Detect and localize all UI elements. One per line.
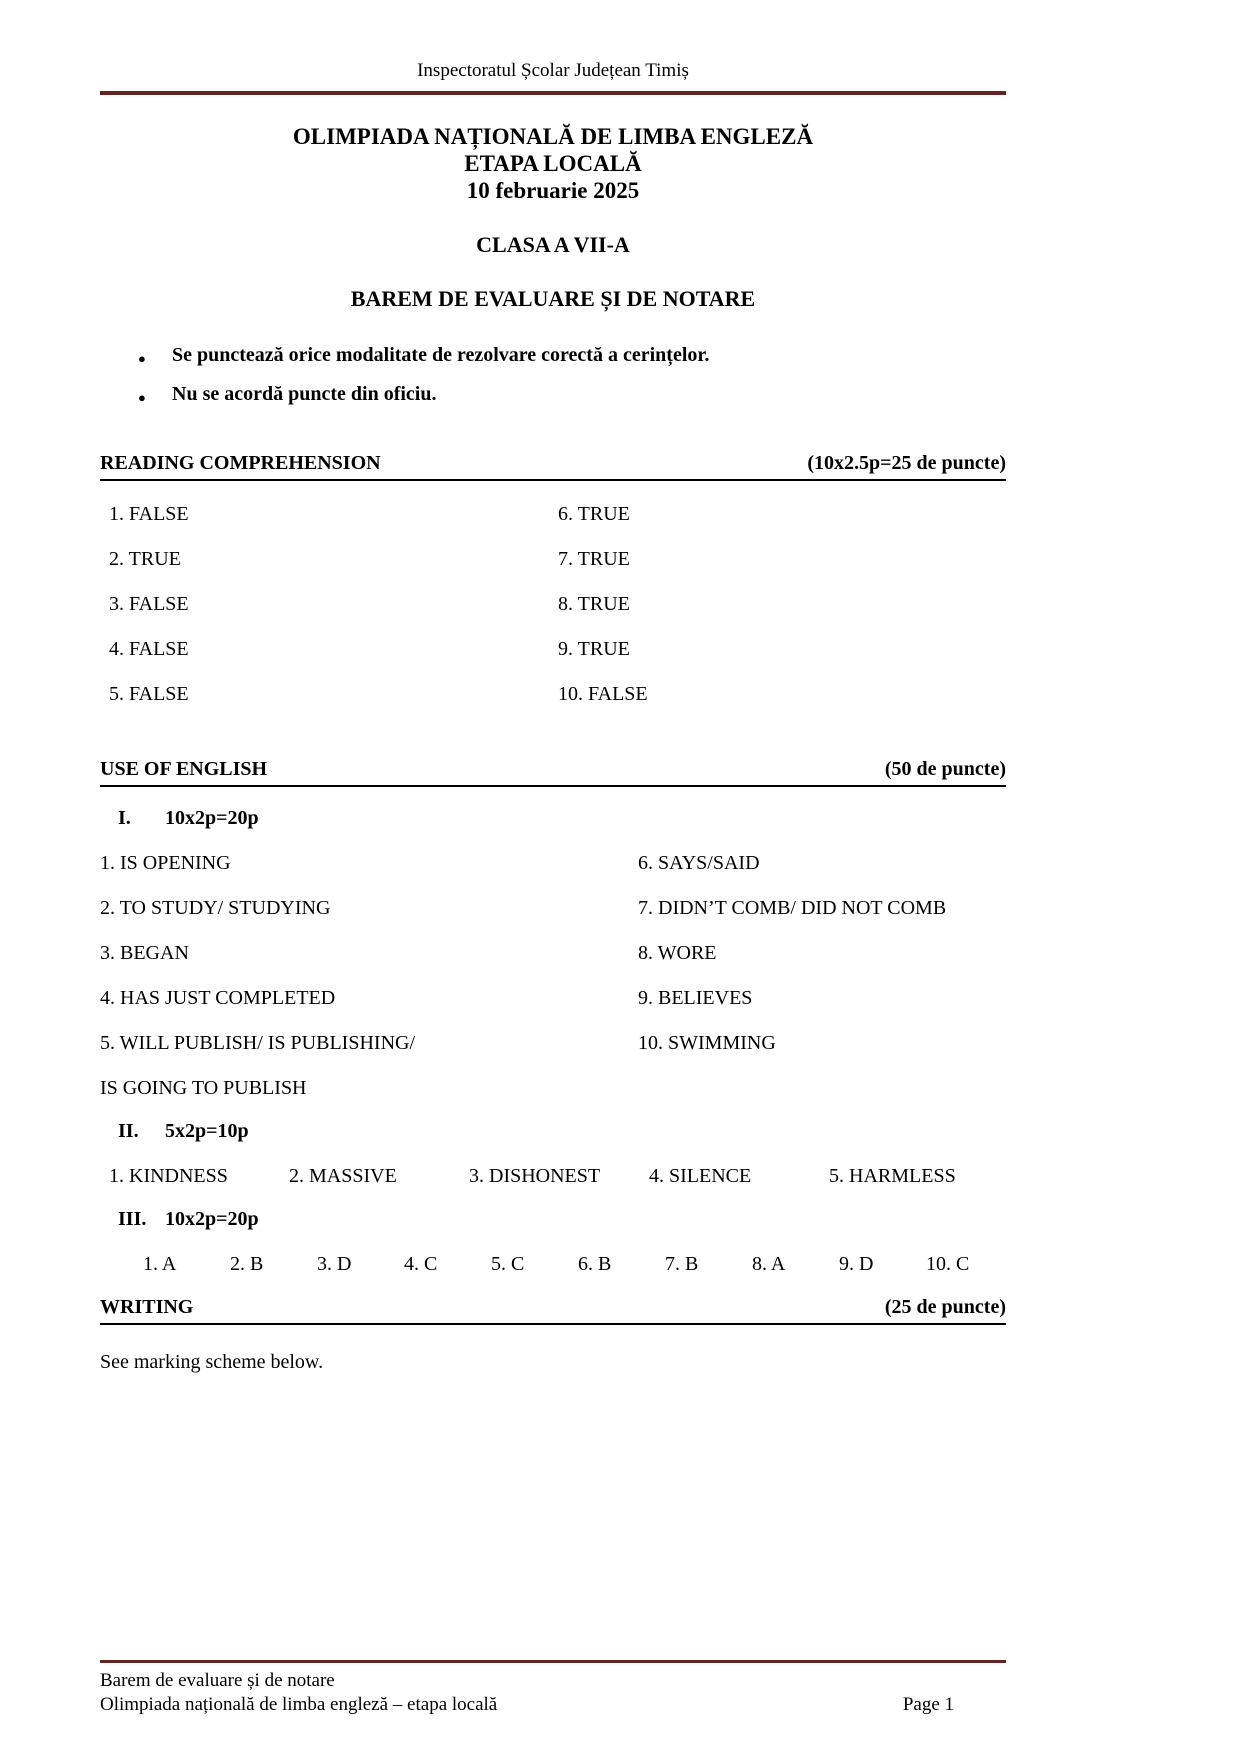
use-of-english-section-title: USE OF ENGLISH xyxy=(100,758,268,780)
reading-answer-cell: 6. TRUE xyxy=(558,503,630,525)
part2-answer-cell: 3. DISHONEST xyxy=(469,1165,601,1187)
page-header xyxy=(100,60,1006,82)
reading-answer-row xyxy=(100,503,1006,526)
part3-answers xyxy=(143,1253,1006,1276)
page-number: Page 1 xyxy=(902,1694,954,1715)
part2-answers xyxy=(109,1165,1006,1188)
part3-answer-cell: 9. D xyxy=(839,1253,874,1275)
part1-label: I. xyxy=(118,807,131,829)
footer-line-2 xyxy=(100,1693,1006,1717)
part3-answer-cell: 4. C xyxy=(404,1253,438,1275)
part1-answer-row xyxy=(100,987,1006,1010)
instructions-list xyxy=(100,344,1006,406)
footer-rule xyxy=(100,1660,1006,1663)
header-text: Inspectoratul Școlar Județean Timiș xyxy=(417,60,689,81)
reading-answer-cell: 7. TRUE xyxy=(558,548,630,570)
instruction-item: ● Se punctează orice modalitate de rezolvare corectă a cerințelor. xyxy=(100,344,1006,367)
part1-answer-row xyxy=(100,897,1006,920)
part1-answer-cell: 5. WILL PUBLISH/ IS PUBLISHING/ xyxy=(100,1032,416,1054)
reading-answer-row xyxy=(100,683,1006,706)
reading-section-points: (10x2.5p=25 de puncte) xyxy=(807,452,1006,474)
reading-answer-row xyxy=(100,548,1006,571)
part3-answer-cell: 10. C xyxy=(926,1253,970,1275)
part3-answer-cell: 1. A xyxy=(143,1253,177,1275)
reading-answer-row xyxy=(100,638,1006,661)
part1-answer-cell: 10. SWIMMING xyxy=(638,1032,776,1054)
part2-heading xyxy=(100,1120,1006,1143)
header-rule xyxy=(100,91,1006,95)
part1-answers xyxy=(100,852,1006,1100)
part3-answer-cell: 8. A xyxy=(752,1253,786,1275)
barem-title: BAREM DE EVALUARE ȘI DE NOTARE xyxy=(350,286,756,311)
footer-doc-name: Olimpiada națională de limba engleză – etapa locală xyxy=(100,1694,498,1715)
part1-answer-cell: 7. DIDN’T COMB/ DID NOT COMB xyxy=(638,897,947,919)
part3-answer-cell: 7. B xyxy=(665,1253,699,1275)
part3-answer-cell: 5. C xyxy=(491,1253,525,1275)
part1-answer-cell: 3. BEGAN xyxy=(100,942,189,964)
footer-line-1: Barem de evaluare și de notare xyxy=(100,1670,335,1691)
page-footer xyxy=(100,1660,1006,1717)
part2-answer-cell: 2. MASSIVE xyxy=(289,1165,397,1187)
part2-answer-cell: 4. SILENCE xyxy=(649,1165,752,1187)
reading-answer-cell: 10. FALSE xyxy=(558,683,648,705)
part1-answer-cell: 6. SAYS/SAID xyxy=(638,852,760,874)
part3-answer-cell: 2. B xyxy=(230,1253,264,1275)
part3-points: 10x2p=20p xyxy=(165,1208,259,1230)
part1-heading xyxy=(100,807,1006,830)
writing-section-points: (25 de puncte) xyxy=(884,1296,1006,1318)
part1-answer-row xyxy=(100,942,1006,965)
doc-title-line-2: ETAPA LOCALĂ xyxy=(464,151,642,176)
part2-answer-cell: 5. HARMLESS xyxy=(829,1165,956,1187)
part1-answer-continuation: IS GOING TO PUBLISH xyxy=(100,1077,307,1099)
reading-answer-row xyxy=(100,593,1006,616)
use-of-english-section-points: (50 de puncte) xyxy=(884,758,1006,780)
use-of-english-section-heading xyxy=(100,758,1006,787)
writing-section-title: WRITING xyxy=(100,1296,194,1318)
part1-answer-row xyxy=(100,852,1006,875)
part2-points: 5x2p=10p xyxy=(165,1120,249,1142)
part1-points: 10x2p=20p xyxy=(165,807,259,829)
part1-answer-row xyxy=(100,1032,1006,1055)
reading-answer-cell: 5. FALSE xyxy=(109,683,189,705)
part3-heading xyxy=(100,1208,1006,1231)
class-title: CLASA A VII-A xyxy=(476,232,630,257)
doc-title-line-3: 10 februarie 2025 xyxy=(466,178,640,203)
part3-label: III. xyxy=(118,1208,147,1230)
writing-section-heading xyxy=(100,1296,1006,1325)
title-block xyxy=(100,123,1006,312)
part2-answer-cell: 1. KINDNESS xyxy=(109,1165,228,1187)
reading-answer-cell: 4. FALSE xyxy=(109,638,189,660)
part1-answer-cell: 1. IS OPENING xyxy=(100,852,231,874)
part1-answer-cell: 2. TO STUDY/ STUDYING xyxy=(100,897,331,919)
reading-section-heading xyxy=(100,452,1006,481)
reading-answers xyxy=(100,503,1006,706)
reading-section-title: READING COMPREHENSION xyxy=(100,452,381,474)
reading-answer-cell: 1. FALSE xyxy=(109,503,189,525)
part1-answer-cell: 9. BELIEVES xyxy=(638,987,753,1009)
reading-answer-cell: 3. FALSE xyxy=(109,593,189,615)
part1-answer-cell: 4. HAS JUST COMPLETED xyxy=(100,987,336,1009)
part1-answer-cell: 8. WORE xyxy=(638,942,717,964)
part2-label: II. xyxy=(118,1120,139,1142)
instruction-item: ● Nu se acordă puncte din oficiu. xyxy=(100,383,1006,406)
reading-answer-cell: 9. TRUE xyxy=(558,638,630,660)
part3-answer-cell: 3. D xyxy=(317,1253,352,1275)
writing-note: See marking scheme below. xyxy=(100,1351,324,1373)
reading-answer-cell: 8. TRUE xyxy=(558,593,630,615)
doc-title-line-1: OLIMPIADA NAȚIONALĂ DE LIMBA ENGLEZĂ xyxy=(292,124,814,149)
part3-answer-cell: 6. B xyxy=(578,1253,612,1275)
reading-answer-cell: 2. TRUE xyxy=(109,548,181,570)
